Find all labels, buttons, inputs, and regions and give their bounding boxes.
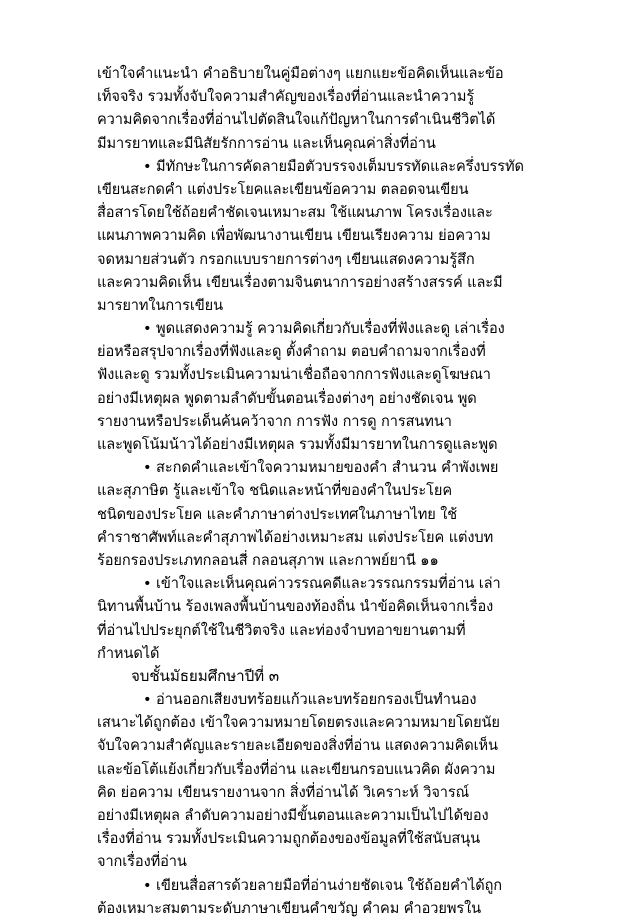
text-line: คิด ย่อความ เขียนรายงานจาก สิ่งที่อ่านได้ วิเคราะห์ วิจารณ์ — [97, 783, 470, 801]
text-line: ต้องเหมาะสมตามระดับภาษาเขียนคำขวัญ คำคม คำอวยพรใน — [97, 899, 481, 917]
text-line: สื่อสารโดยใช้ถ้อยคำชัดเจนเหมาะสม ใช้แผนภาพ โครงเรื่องและ — [97, 204, 493, 222]
text-line: จับใจความสำคัญและรายละเอียดของสิ่งที่อ่าน แสดงความคิดเห็น — [97, 737, 498, 755]
text-line: ชนิดของประโยค และคำภาษาต่างประเทศในภาษาไทย ใช้ — [97, 505, 458, 523]
text-line: รายงานหรือประเด็นค้นคว้าจาก การฟัง การดู การสนทนา — [97, 412, 452, 430]
text-line: มีมารยาทและมีนิสัยรักการอ่าน และเห็นคุณค่าสิ่งที่อ่าน — [97, 134, 436, 152]
bullet-paragraph-line: • สะกดคำและเข้าใจความหมายของคำ สำนวน คำพังเพย — [143, 459, 499, 477]
text-line: ฟังและดู รวมทั้งประเมินความน่าเชื่อถือจากการฟังและดูโฆษณา — [97, 366, 491, 384]
text-line: เขียนสะกดคำ แต่งประโยคและเขียนข้อความ ตลอดจนเขียน — [97, 180, 469, 198]
text-line: นิทานพื้นบ้าน ร้องเพลงพื้นบ้านของท้องถิ่น นำข้อคิดเห็นจากเรื่อง — [97, 598, 494, 616]
text-line: จดหมายส่วนตัว กรอกแบบรายการต่างๆ เขียนแสดงความรู้สึก — [97, 250, 475, 268]
text-line: แผนภาพความคิด เพื่อพัฒนางานเขียน เขียนเรียงความ ย่อความ — [97, 227, 491, 245]
bullet-paragraph-line: • เข้าใจและเห็นคุณค่าวรรณคดีและวรรณกรรมที่อ่าน เล่า — [143, 575, 501, 593]
bullet-paragraph-line: • พูดแสดงความรู้ ความคิดเกี่ยวกับเรื่องที่ฟังและดู เล่าเรื่อง — [143, 320, 505, 338]
text-line: มารยาทในการเขียน — [97, 296, 223, 314]
bullet-paragraph-line: • มีทักษะในการคัดลายมือตัวบรรจงเต็มบรรทัดและครึ่งบรรทัด — [143, 157, 524, 175]
text-line: ความคิดจากเรื่องที่อ่านไปตัดสินใจแก้ปัญหาในการดำเนินชีวิตได้ — [97, 111, 496, 129]
text-line: และความคิดเห็น เขียนเรื่องตามจินตนาการอย่างสร้างสรรค์ และมี — [97, 273, 503, 291]
text-line: ที่อ่านไปประยุกต์ใช้ในชีวิตจริง และท่องจำบทอาขยานตามที่ — [97, 621, 466, 639]
text-line: และข้อโต้แย้งเกี่ยวกับเรื่องที่อ่าน และเขียนกรอบแนวคิด ผังความ — [97, 760, 496, 778]
text-line: เรื่องที่อ่าน รวมทั้งประเมินความถูกต้องของข้อมูลที่ใช้สนับสนุน — [97, 830, 480, 848]
text-line: กำหนดได้ — [97, 644, 160, 662]
text-line: ย่อหรือสรุปจากเรื่องที่ฟังและดู ตั้งคำถาม ตอบคำถามจากเรื่องที่ — [97, 343, 486, 361]
text-line: คำราชาศัพท์และคำสุภาพได้อย่างเหมาะสม แต่งประโยค แต่งบท — [97, 528, 494, 546]
text-line: อย่างมีเหตุผล พูดตามลำดับขั้นตอนเรื่องต่างๆ อย่างชัดเจน พูด — [97, 389, 477, 407]
text-line: จากเรื่องที่อ่าน — [97, 853, 187, 871]
text-line: เข้าใจคำแนะนำ คำอธิบายในคู่มือต่างๆ แยกแยะข้อคิดเห็นและข้อ — [97, 65, 504, 82]
text-line: เท็จจริง รวมทั้งจับใจความสำคัญของเรื่องที่อ่านและนำความรู้ — [97, 88, 475, 106]
bullet-paragraph-line: • อ่านออกเสียงบทร้อยแก้วและบทร้อยกรองเป็นทำนอง — [143, 691, 477, 709]
text-line: เสนาะได้ถูกต้อง เข้าใจความหมายโดยตรงและความหมายโดยนัย — [97, 714, 500, 732]
bullet-paragraph-line: • เขียนสื่อสารด้วยลายมือที่อ่านง่ายชัดเจน ใช้ถ้อยคำได้ถูก — [143, 876, 503, 894]
text-line: อย่างมีเหตุผล ลำดับความอย่างมีขั้นตอนและความเป็นไปได้ของ — [97, 807, 489, 824]
section-heading: จบชั้นมัธยมศึกษาปีที่ ๓ — [131, 666, 280, 685]
document-body — [97, 62, 545, 920]
text-line: และพูดโน้มน้าวได้อย่างมีเหตุผล รวมทั้งมีมารยาทในการดูและพูด — [97, 436, 498, 453]
text-line: และสุภาษิต รู้และเข้าใจ ชนิดและหน้าที่ของคำในประโยค — [97, 482, 453, 500]
text-line: ร้อยกรองประเภทกลอนสี่ กลอนสุภาพ และกาพย์ยานี ๑๑ — [97, 551, 439, 569]
